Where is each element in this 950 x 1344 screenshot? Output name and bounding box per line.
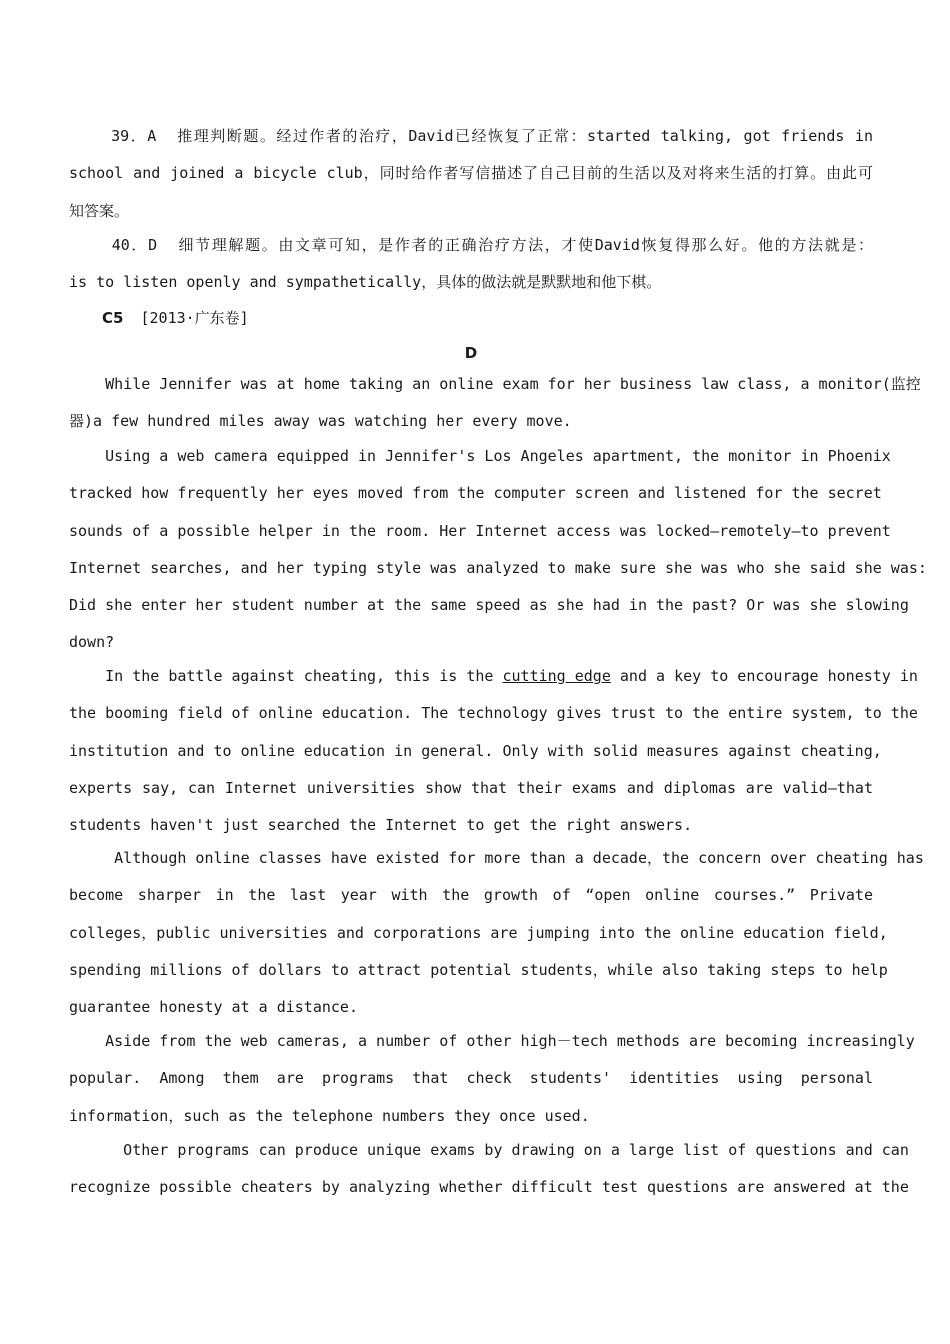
paragraph-2 — [69, 438, 927, 662]
text-line: Other programs can produce unique exams by drawing on a large list of questions and can — [69, 1141, 909, 1159]
text-line: 39．A 推理判断题。经过作者的治疗，David已经恢复了正常：started talking, got friends in — [69, 127, 873, 145]
text-segment: and a key to encourage honesty in — [610, 667, 918, 685]
paragraph-4 — [69, 840, 924, 1026]
text-line: experts say, can Internet universities show that their exams and diplomas are valid—that — [69, 778, 873, 797]
underlined-phrase: cutting edge — [502, 667, 611, 685]
paragraph-6 — [69, 1132, 909, 1207]
source-tag — [102, 306, 906, 330]
paragraph-1 — [69, 366, 921, 441]
text-line — [69, 658, 918, 695]
answer-40 — [69, 227, 873, 302]
text-line: Aside from the web cameras, a number of other high－tech methods are becoming increasingly — [69, 1032, 915, 1050]
text-line: 40．D 细节理解题。由文章可知，是作者的正确治疗方法，才使David恢复得那么好。他的方法就是： — [69, 236, 873, 254]
text-line: sounds of a possible helper in the room. Her Internet access was locked—remotely—to prevent — [69, 521, 891, 540]
text-line: 器)a few hundred miles away was watching her every move. — [69, 412, 572, 431]
text-line: become sharper in the last year with the growth of “open online courses.” Private — [69, 886, 873, 905]
text-line: While Jennifer was at home taking an online exam for her business law class, a monitor(监控 — [69, 375, 921, 393]
text-line: Did she enter her student number at the same speed as she had in the past? Or was she slowing — [69, 596, 909, 615]
paragraph-3 — [69, 658, 918, 844]
paragraph-5 — [69, 1023, 915, 1135]
text-line: recognize possible cheaters by analyzing whether difficult test questions are answered at the — [69, 1178, 909, 1197]
text-line: school and joined a bicycle club，同时给作者写信描述了自己目前的生活以及对将来生活的打算。由此可 — [69, 164, 873, 183]
text-line: institution and to online education in general. Only with solid measures against cheating, — [69, 741, 882, 760]
text-line: tracked how frequently her eyes moved from the computer screen and listened for the secret — [69, 484, 882, 503]
passage-letter: D — [464, 344, 478, 362]
text-line: popular. Among them are programs that check students' identities using personal — [69, 1069, 873, 1088]
text-line: down? — [69, 633, 115, 652]
text-line: students haven't just searched the Internet to get the right answers. — [69, 816, 693, 835]
source-code: C5 — [102, 309, 124, 327]
text-line: guarantee honesty at a distance. — [69, 998, 358, 1017]
text-line: spending millions of dollars to attract potential students，while also taking steps to help — [69, 960, 888, 979]
text-line: 知答案。 — [69, 201, 130, 220]
text-line: the booming field of online education. The technology gives trust to the entire system, to the — [69, 704, 918, 723]
answer-39 — [69, 118, 873, 230]
text-line: information，such as the telephone numbers they once used. — [69, 1106, 590, 1125]
text-line: Using a web camera equipped in Jennifer's Los Angeles apartment, the monitor in Phoenix — [69, 447, 891, 465]
text-line: is to listen openly and sympathetically，具体的做法就是默默地和他下棋。 — [69, 273, 662, 292]
text-segment: In the battle against cheating, this is the — [69, 667, 503, 685]
text-line: colleges，public universities and corporations are jumping into the online education field, — [69, 923, 888, 942]
source-label: [2013·广东卷] — [140, 309, 249, 327]
text-line: Internet searches, and her typing style was analyzed to make sure she was who she said she was: — [69, 558, 927, 577]
text-line: Although online classes have existed for more than a decade，the concern over cheating has — [69, 849, 924, 867]
